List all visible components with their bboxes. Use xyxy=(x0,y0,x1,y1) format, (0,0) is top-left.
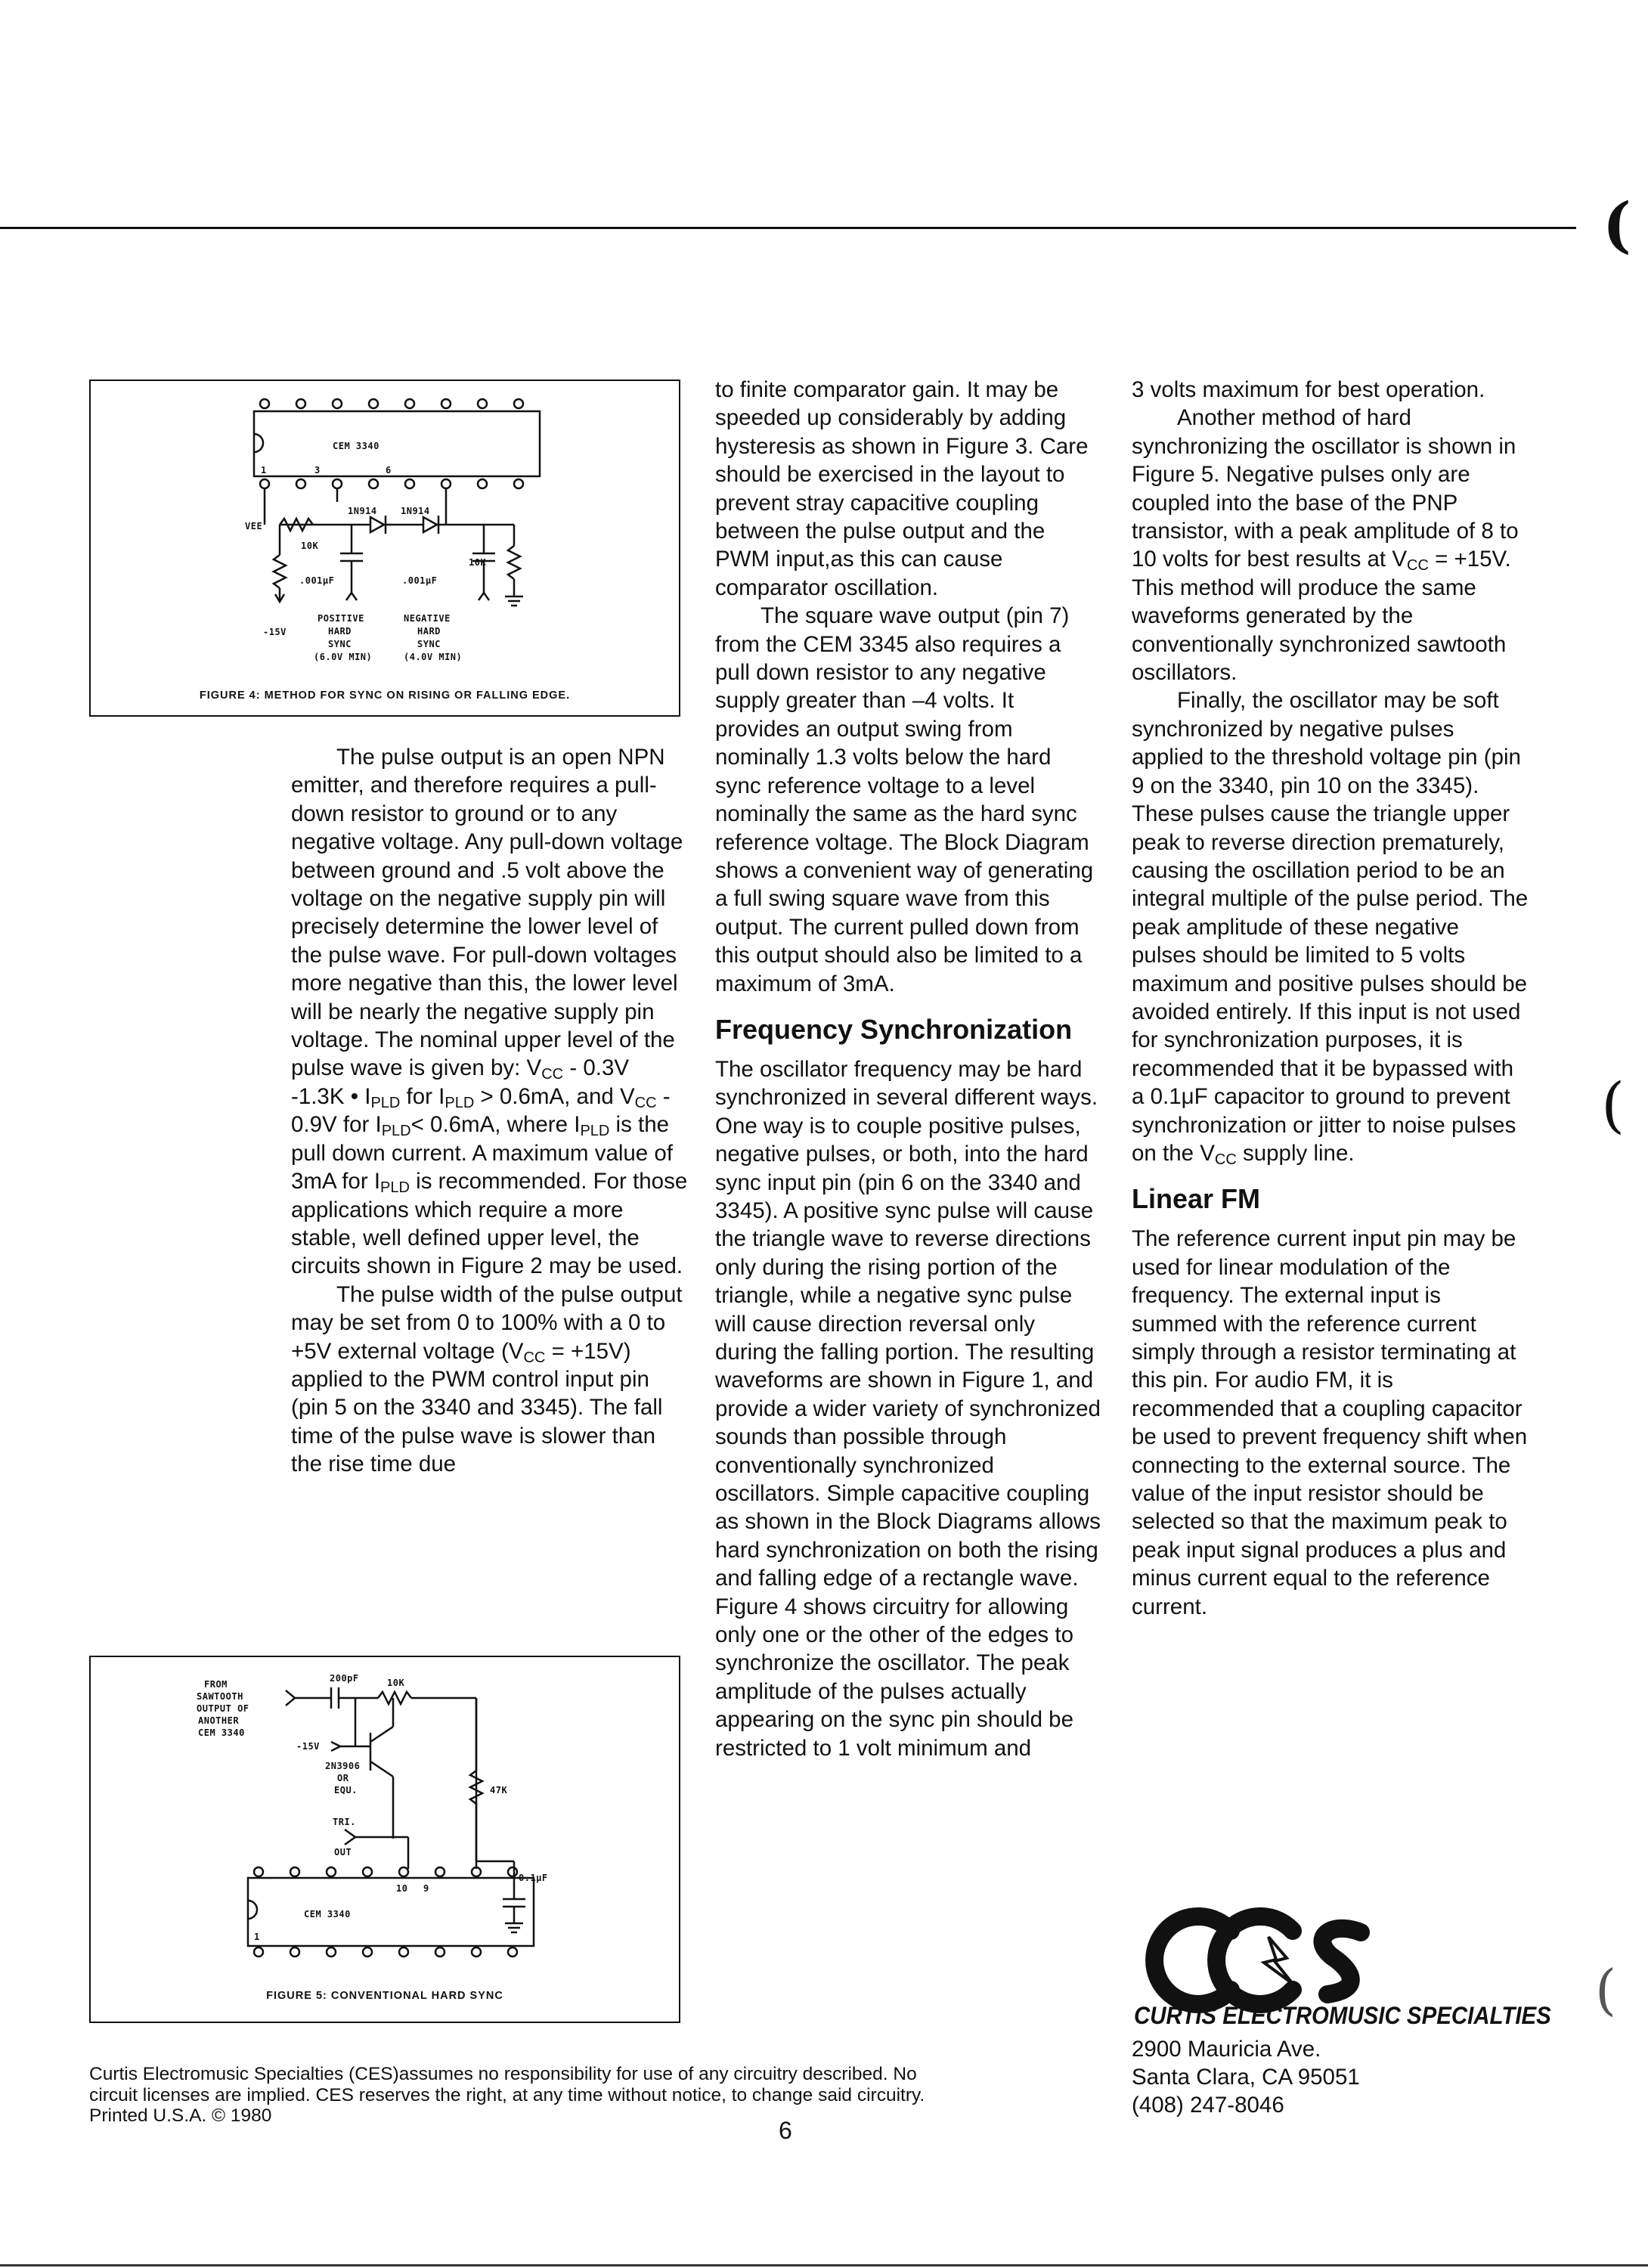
fig4-pos-label-1: HARD xyxy=(328,626,352,637)
bottom-rule xyxy=(0,2264,1648,2266)
figure-5-caption: FIGURE 5: CONVENTIONAL HARD SYNC xyxy=(266,1990,503,2002)
sub-cc: CC xyxy=(523,1349,546,1366)
sub-pld: PLD xyxy=(380,1179,410,1197)
col3-paragraph-3 xyxy=(1132,686,1529,1167)
top-rule xyxy=(0,227,1576,229)
figure-4-caption: FIGURE 4: METHOD FOR SYNC ON RISING OR FALLING EDGE. xyxy=(199,689,571,702)
fig5-pin-9: 9 xyxy=(423,1883,429,1894)
col3-p2-text-b: = +15V. This method will produce the same waveforms generated by the conventionally synchronized sawtooth oscillators. xyxy=(1132,547,1511,686)
col1-p1-text-d: > 0.6mA, and V xyxy=(474,1083,635,1109)
fig5-from-0: FROM xyxy=(204,1679,228,1690)
col1-p1-text-b: - 0.3V -1.3K • I xyxy=(291,1055,630,1109)
sub-pld: PLD xyxy=(580,1123,610,1140)
col1-p1-text-f: < 0.6mA, where I xyxy=(410,1112,581,1138)
heading-linear-fm: Linear FM xyxy=(1132,1183,1261,1215)
col2-paragraph-2: The square wave output (pin 7) from the CEM 3345 also requires a pull down resistor to any negative supply greater than –4 volts. It provides an output swing from nominally 1.3 volts below the hard sync reference voltage to a level nominally the same as the hard sync reference voltage. The Block Diagram shows a convenient way of generating a full swing square wave from this output. The current pulled down from this output should also be limited to a maximum of 3mA. xyxy=(715,603,1094,996)
fig4-cap-left: .001μF xyxy=(299,575,335,586)
col3-p2-text-a: Another method of hard synchronizing the oscillator is shown in Figure 5. Negative pulses only are coupled into the base of the PNP transistor, with a peak amplitude of 8 to 10 volts for best results at V xyxy=(1132,405,1519,572)
sub-cc: CC xyxy=(1214,1151,1237,1168)
col1-p2-text-a: The pulse width of the pulse output may be set from 0 to 100% with a 0 to +5V external voltage (V xyxy=(291,1281,683,1364)
fig5-minus15v: -15V xyxy=(296,1741,320,1752)
col3-p3-text-b: supply line. xyxy=(1236,1140,1355,1166)
fig5-tri-0: TRI. xyxy=(333,1817,356,1827)
sub-pld: PLD xyxy=(445,1094,475,1111)
address-phone: (408) 247-8046 xyxy=(1132,2093,1284,2118)
fig4-r-right: 10K xyxy=(469,557,487,568)
fig5-r-47k: 47K xyxy=(490,1785,508,1796)
col1-p2-text-b: = +15V) applied to the PWM control input pin (pin 5 on the 3340 and 3345). The fall time of the pulse wave is slower than the rise time due xyxy=(291,1338,663,1477)
col1-paragraph-1 xyxy=(291,743,688,1281)
fig5-r-10k: 10K xyxy=(387,1678,405,1688)
fig4-pos-label-2: SYNC xyxy=(328,639,352,649)
company-name: CURTIS ELECTROMUSIC SPECIALTIES xyxy=(1134,2002,1551,2029)
fig4-diode-1: 1N914 xyxy=(348,506,377,516)
fig4-pin-1: 1 xyxy=(261,465,267,476)
col3-p3-text-a: Finally, the oscillator may be soft synchronized by negative pulses applied to the threshold voltage pin (pin 9 on the 3340, pin 10 on the 3345). These pulses cause the triangle upper peak to reverse direction prematurely, causing the oscillation period to be an integral multiple of the pulse period. The peak amplitude of these negative pulses should be limited to 5 volts maximum and positive pulses should be avoided entirely. If this input is not used for synchronization purposes, it is recommended that it be bypassed with a 0.1μF capacitor to ground to prevent synchronization or jitter to noise pulses on the V xyxy=(1132,688,1529,1166)
fig4-pin-6: 6 xyxy=(386,465,392,476)
figure-4 xyxy=(89,380,680,717)
fig5-pin-1: 1 xyxy=(254,1932,260,1942)
fig4-chip-label: CEM 3340 xyxy=(333,441,379,451)
col1-p1-text-e: - 0.9V for I xyxy=(291,1083,671,1138)
binder-hole-mark: ( xyxy=(1603,189,1631,260)
fig4-neg-label-3: (4.0V MIN) xyxy=(404,652,463,662)
fig5-from-4: CEM 3340 xyxy=(198,1727,245,1738)
col1-p1-text-g: is the pull down current. A maximum value of 3mA for I xyxy=(291,1112,674,1194)
fig4-r-left: 10K xyxy=(301,541,319,551)
col1-p1-text-h: is recommended. For those applications which require a more stable, well defined upper level, the circuits shown in Figure 2 may be used. xyxy=(291,1169,688,1279)
fig4-pos-label-3: (6.0V MIN) xyxy=(314,652,373,662)
figure-4-schematic xyxy=(91,381,679,715)
sub-cc: CC xyxy=(634,1094,657,1111)
fig4-neg-label-1: HARD xyxy=(417,626,441,637)
fig4-pin-3: 3 xyxy=(314,465,321,476)
heading-frequency-synchronization: Frequency Synchronization xyxy=(715,1013,1073,1045)
column-3 xyxy=(1132,376,1529,1621)
figure-5 xyxy=(89,1656,680,2023)
fig4-neg-label-2: SYNC xyxy=(417,639,441,649)
fig5-from-2: OUTPUT OF xyxy=(197,1703,249,1714)
column-1 xyxy=(291,743,688,1479)
col2-paragraph-3: The oscillator frequency may be hard synchronized in several different ways. One way is to couple positive pulses, negative pulses, or both, into the hard sync input pin (pin 6 on the 3340 and 3345). A positive sync pulse will cause the triangle wave to reverse directions only during the rising portion of the triangle, while a negative sync pulse will cause direction reversal only during the falling portion. The resulting waveforms are shown in Figure 1, and provide a wider variety of synchronized sounds than possible through conventionally synchronized oscillators. Simple capacitive coupling as shown in the Block Diagrams allows hard synchronization on both the rising and falling edge of a rectangle wave. Figure 4 shows circuitry for allowing only one or the other of the edges to synchronize the oscillator. The peak amplitude of the pulses actually appearing on the sync pin should be restricted to 1 volt minimum and xyxy=(715,1056,1101,1761)
col1-paragraph-2 xyxy=(291,1281,688,1479)
binder-hole-mark: ( xyxy=(1595,1958,1617,2022)
fig5-from-3: ANOTHER xyxy=(198,1715,240,1726)
fig5-from-1: SAWTOOTH xyxy=(197,1691,243,1702)
address-block xyxy=(1132,2035,1360,2119)
fig5-transistor-1: OR xyxy=(337,1773,349,1783)
sub-cc: CC xyxy=(1407,557,1429,575)
fig4-vee-label: VEE xyxy=(245,521,263,531)
fig5-cap-200: 200pF xyxy=(330,1673,359,1684)
address-street: 2900 Mauricia Ave. xyxy=(1132,2037,1321,2062)
sub-pld: PLD xyxy=(381,1123,411,1140)
sub-cc: CC xyxy=(541,1066,564,1083)
binder-hole-mark: ( xyxy=(1601,1070,1625,1140)
page-number: 6 xyxy=(779,2117,792,2144)
col2-paragraph-1: to finite comparator gain. It may be speeded up considerably by adding hysteresis as shown in Figure 3. Care should be exercised in the layout to prevent stray capacitive coupling between the pulse output and the PWM input,as this can cause comparator oscillation. xyxy=(715,377,1089,600)
disclaimer-footnote: Curtis Electromusic Specialties (CES)assumes no responsibility for use of any circuitry described. No circuit licenses are implied. CES reserves the right, at any time without notice, to change said circuitry. Printed U.S.A. © 1980 xyxy=(89,2064,925,2126)
col1-p1-text-c: for I xyxy=(400,1083,445,1109)
fig5-transistor-2: EQU. xyxy=(334,1785,358,1796)
fig5-cap-01: 0.1μF xyxy=(519,1873,548,1883)
figure-5-schematic xyxy=(91,1657,679,2022)
fig4-neg-label-0: NEGATIVE xyxy=(404,613,451,624)
fig4-minus15v: -15V xyxy=(263,627,287,637)
sub-pld: PLD xyxy=(370,1094,401,1111)
col3-paragraph-4: The reference current input pin may be used for linear modulation of the frequency. The external input is summed with the reference current simply through a resistor terminating at this pin. For audio FM, it is recommended that a coupling capacitor be used to prevent frequency shift when connecting to the external source. The value of the input resistor should be selected so that the maximum peak to peak input signal produces a plus and minus current equal to the reference current. xyxy=(1132,1226,1528,1619)
fig4-cap-right: .001μF xyxy=(402,575,438,586)
col3-paragraph-2 xyxy=(1132,404,1529,686)
fig5-pin-10: 10 xyxy=(396,1883,408,1894)
col3-paragraph-1: 3 volts maximum for best operation. xyxy=(1132,377,1485,402)
address-city: Santa Clara, CA 95051 xyxy=(1132,2065,1360,2090)
fig5-tri-1: OUT xyxy=(334,1847,352,1857)
column-2 xyxy=(715,376,1101,1762)
fig4-pos-label-0: POSITIVE xyxy=(318,613,364,624)
fig4-diode-2: 1N914 xyxy=(401,506,430,516)
col1-p1-text-a: The pulse output is an open NPN emitter, and therefore requires a pull-down resistor to ground or to any negative voltage. Any pull-down voltage between ground and .5 volt above the voltage on the negative supply pin will precisely determine the lower level of the pulse wave. For pull-down voltages more negative than this, the lower level will be nearly the negative supply pin voltage. The nominal upper level of the pulse wave is given by: V xyxy=(291,745,683,1081)
fig5-transistor-0: 2N3906 xyxy=(325,1761,361,1771)
fig5-chip-label: CEM 3340 xyxy=(304,1909,351,1919)
